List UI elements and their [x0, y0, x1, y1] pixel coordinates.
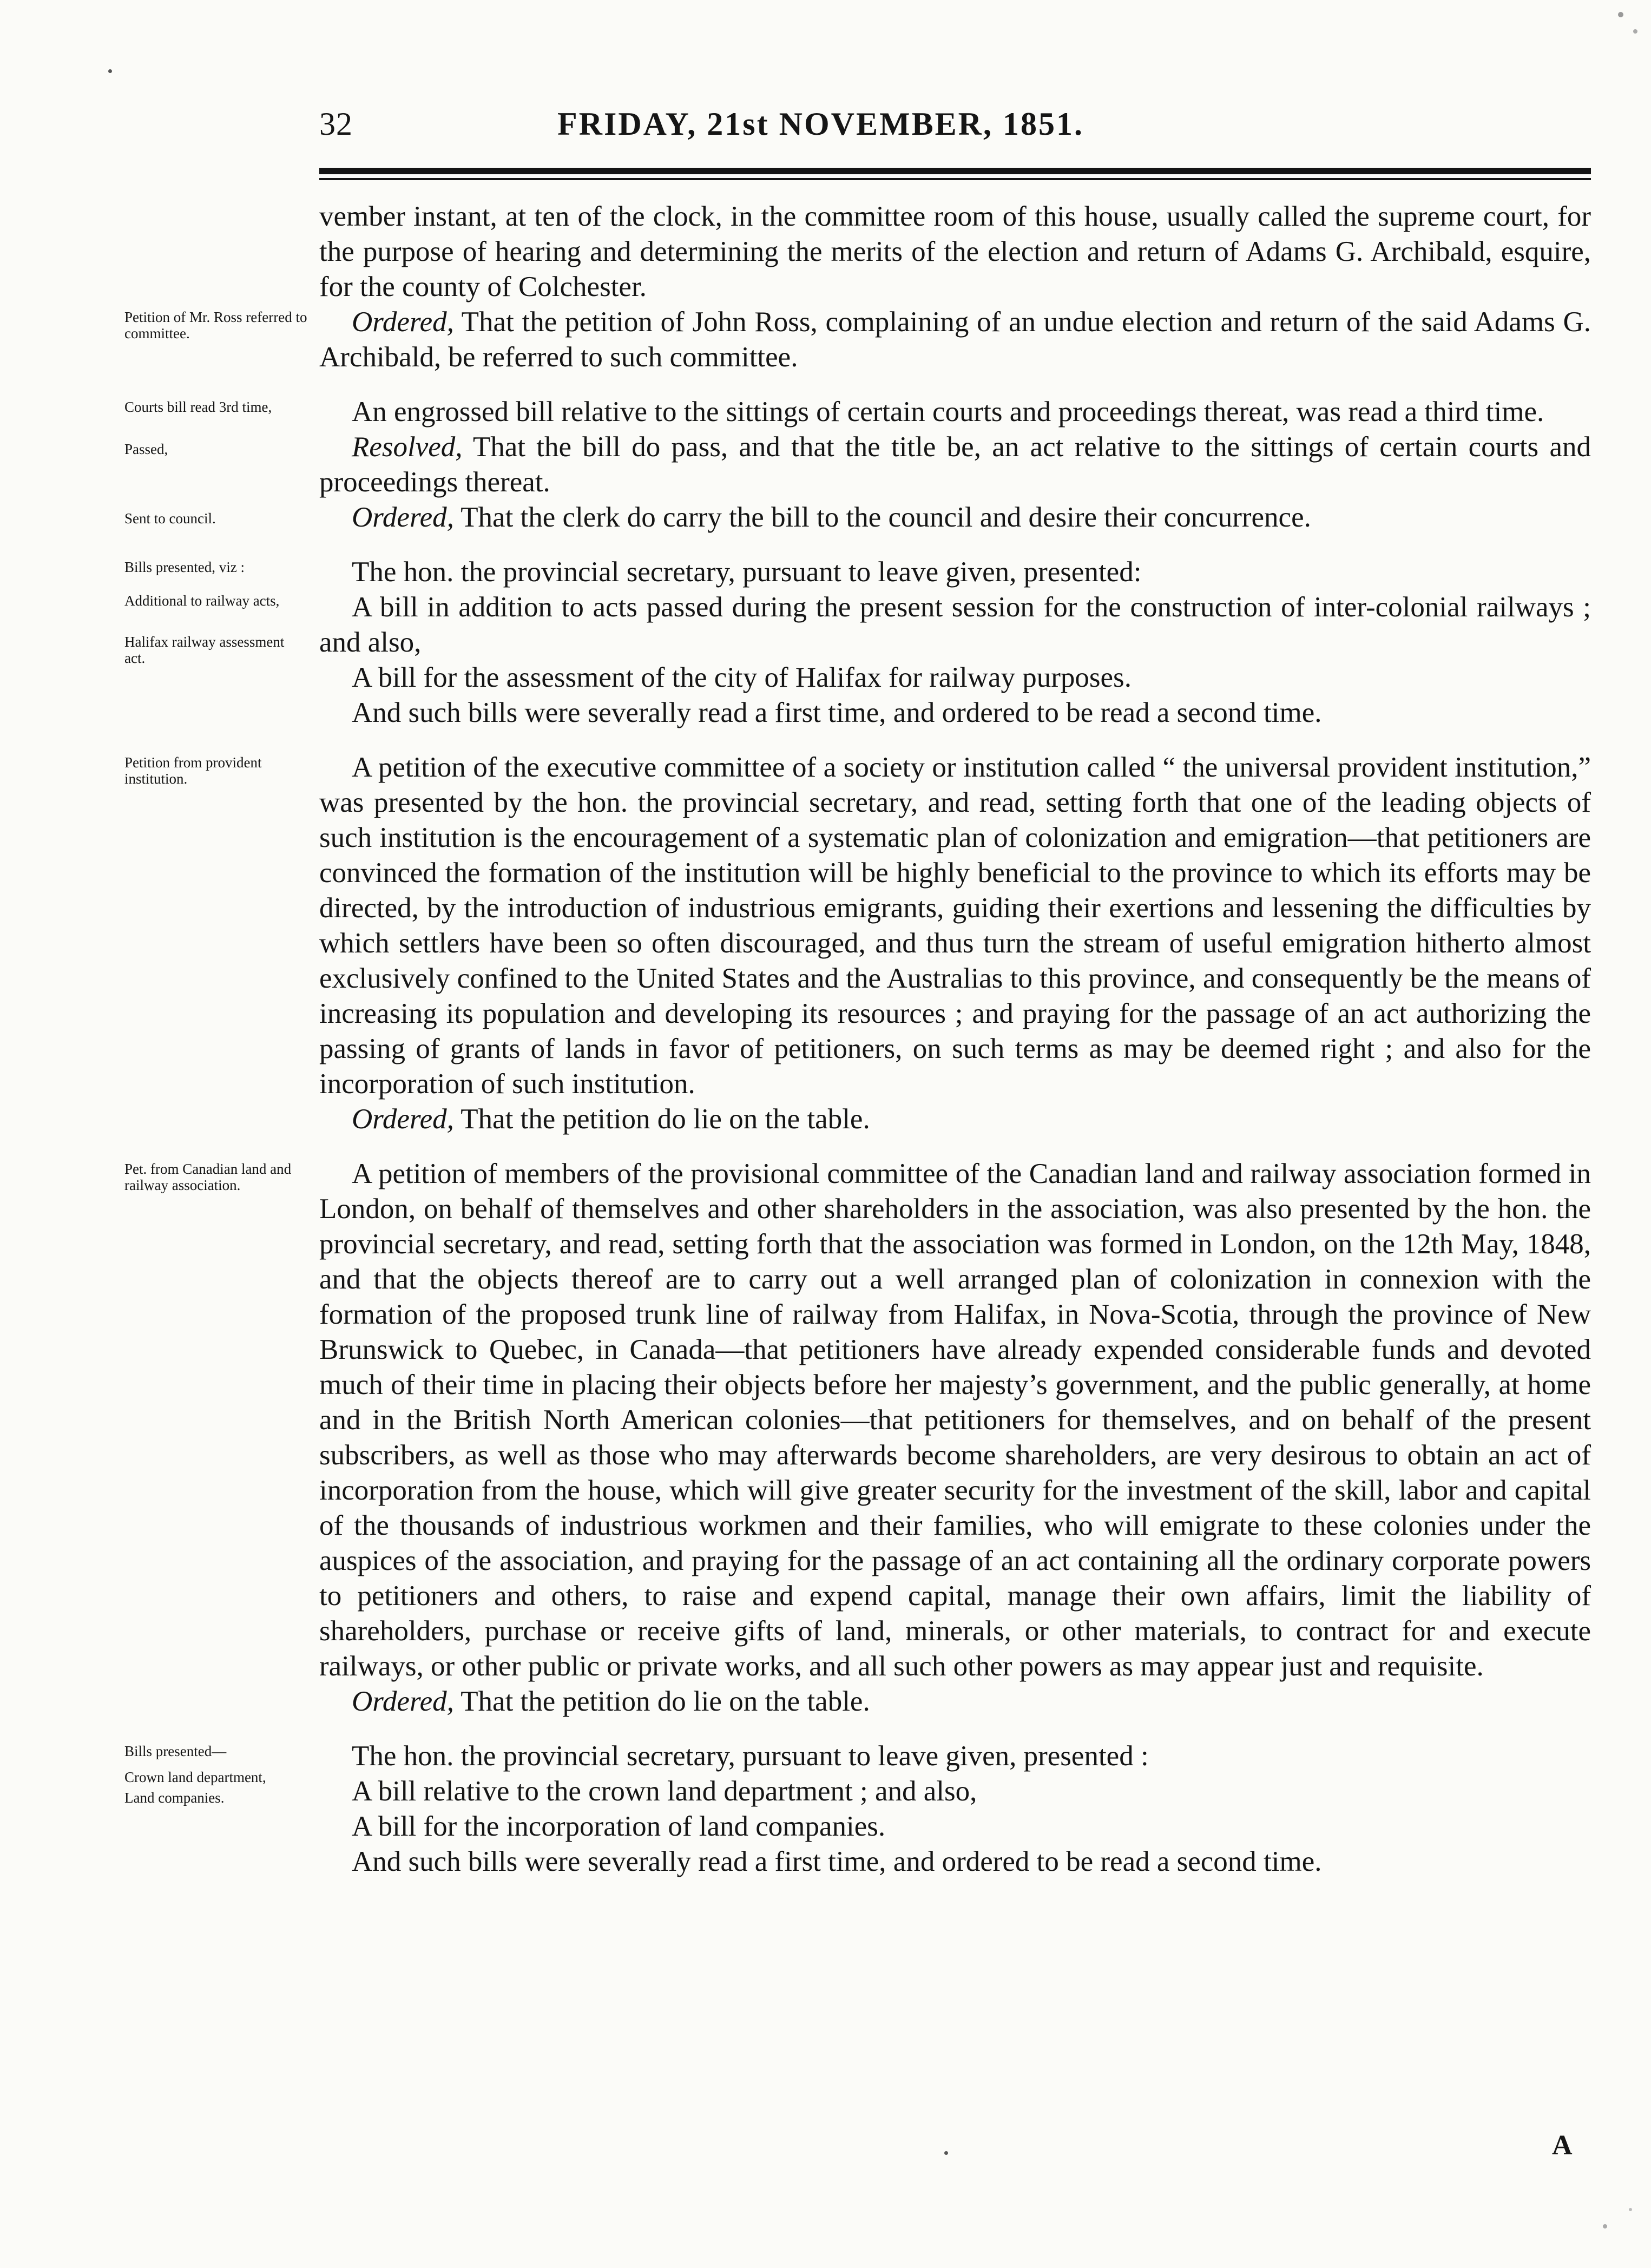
margin-note-text: Crown land department, [124, 1769, 266, 1785]
margin-note-text: Bills presented, viz : [124, 559, 245, 575]
margin-note-text: Passed, [124, 441, 168, 457]
ink-speck [1633, 29, 1637, 34]
ordered-lead: Ordered, [352, 306, 454, 338]
paragraph: vember instant, at ten of the clock, in the committee room of this house, usually called the supreme court, for the purpose of hearing and determining the merits of the election and return of Adams G. Archibald, esquire, for the county of Colchester. [319, 201, 1591, 303]
paragraph: A bill relative to the crown land department ; and also, [352, 1776, 977, 1807]
entry-bills-presented [124, 555, 1591, 731]
margin-note [124, 754, 308, 787]
entry-crown-land-bills [124, 1739, 1591, 1879]
margin-note-text: Additional to railway acts, [124, 593, 280, 609]
ink-speck [1603, 2224, 1607, 2228]
entry-provident-petition [124, 750, 1591, 1137]
ink-speck [1618, 12, 1623, 17]
paragraph-text: That the petition do lie on the table. [461, 1103, 870, 1135]
paragraph: A bill in addition to acts passed during the present session for the construction of inter-colonial railways ; and also, [319, 591, 1591, 658]
paragraph [319, 305, 1591, 375]
margin-note-text: Halifax railway assessment act. [124, 634, 285, 666]
catchword: A [1552, 2130, 1573, 2161]
header-rule-thin [319, 178, 1591, 180]
margin-note-text: Courts bill read 3rd time, [124, 399, 272, 415]
margin-note [124, 309, 308, 341]
page-number: 32 [319, 106, 353, 142]
paragraph: The hon. the provincial secretary, pursuant to leave given, presented : [352, 1740, 1149, 1772]
paragraph [319, 500, 1591, 535]
margin-note [124, 1161, 308, 1193]
paragraph [319, 1684, 1591, 1719]
ordered-lead: Ordered, [352, 1686, 454, 1717]
entry-courts-bill [124, 395, 1591, 535]
paragraph: And such bills were severally read a first time, and ordered to be read a second time. [352, 1846, 1322, 1877]
margin-note-text: Petition of Mr. Ross referred to committee. [124, 309, 307, 341]
margin-note-text: Land companies. [124, 1790, 225, 1806]
paragraph-text: That the bill do pass, and that the title be, an act relative to the sittings of certain courts and proceedings thereat. [319, 431, 1591, 498]
entry-petition-ross [124, 305, 1591, 375]
margin-note [124, 1743, 308, 1806]
margin-note-text: Petition from provident institution. [124, 754, 262, 787]
paragraph: A bill for the incorporation of land companies. [352, 1811, 886, 1842]
ink-speck [944, 2151, 948, 2155]
resolved-lead: Resolved, [352, 431, 463, 463]
paragraph: An engrossed bill relative to the sittings of certain courts and proceedings thereat, was read a third time. [352, 396, 1544, 428]
margin-note-text: Pet. from Canadian land and railway association. [124, 1161, 292, 1193]
paragraph [319, 430, 1591, 500]
page-header [319, 106, 1591, 149]
paragraph: A petition of members of the provisional committee of the Canadian land and railway association formed in London, on behalf of themselves and other shareholders in the association, was also presented by the hon. the provincial secretary, and read, setting forth that the association was formed in London, on the 12th May, 1848, and that the objects thereof are to carry out a well arranged plan of colonization in connexion with the formation of the proposed trunk line of railway from Halifax, in Nova-Scotia, through the province of New Brunswick to Quebec, in Canada—that petitioners have already expended considerable funds and devoted much of their time in placing their objects before her majesty’s government, and the public generally, at home and in the British North American colonies—that petitioners for themselves, and on behalf of the present subscribers, as well as those who may afterwards become shareholders, are very desirous to obtain an act of incorporation from the house, which will give greater security for the investment of the skill, labor and capital of the thousands of industrious workmen and their families, who will emigrate to these colonies under the auspices of the association, and praying for the passage of an act containing all the ordinary corporate powers to petitioners and others, to raise and expend capital, manage their own affairs, limit the liability of shareholders, purchase or receive gifts of land, minerals, or other materials, to contract for and execute railways, or other public or private works, and all such other powers as may appear just and requisite. [319, 1158, 1591, 1682]
paragraph [319, 1102, 1591, 1137]
running-head: FRIDAY, 21st NOVEMBER, 1851. [557, 106, 1084, 142]
entry-committee-hearing [319, 199, 1591, 305]
paragraph: A bill for the assessment of the city of Halifax for railway purposes. [352, 662, 1132, 693]
ink-speck [108, 69, 112, 73]
ordered-lead: Ordered, [352, 1103, 454, 1135]
paragraph-text: That the petition of John Ross, complaining of an undue election and return of the said Adams G. Archibald, be referred to such committee. [319, 306, 1591, 373]
paragraph: The hon. the provincial secretary, pursuant to leave given, presented: [352, 556, 1142, 588]
journal-body [124, 199, 1591, 1879]
header-rule-thick [319, 168, 1591, 174]
paragraph: A petition of the executive committee of a society or institution called “ the universal provident institution,” was presented by the hon. the provincial secretary, and read, setting forth that one of the leading objects of such institution is the encouragement of a systematic plan of colonization and emigration—that petitioners are convinced the formation of the institution will be highly beneficial to the province to which its efforts may be directed, by the introduction of industrious emigrants, guiding their exertions and lessening the difficulties by which settlers have been so often discouraged, and thus turn the stream of useful emigration hitherto almost exclusively confined to the United States and the Australias to this province, and consequently be the means of increasing its population and developing its resources ; and praying for the passage of an act authorizing the passing of grants of lands in favor of petitioners, on such terms as may be deemed right ; and also for the incorporation of such institution. [319, 752, 1591, 1100]
ordered-lead: Ordered, [352, 502, 454, 533]
paragraph-text: That the petition do lie on the table. [461, 1686, 870, 1717]
entry-canadian-petition [124, 1156, 1591, 1719]
paragraph-text: That the clerk do carry the bill to the council and desire their concurrence. [461, 502, 1311, 533]
margin-note-text: Sent to council. [124, 510, 216, 527]
ink-speck [1629, 2208, 1632, 2211]
paragraph: And such bills were severally read a first time, and ordered to be read a second time. [352, 697, 1322, 728]
margin-note-text: Bills presented— [124, 1743, 227, 1759]
margin-note [124, 559, 308, 666]
margin-note [124, 399, 308, 527]
